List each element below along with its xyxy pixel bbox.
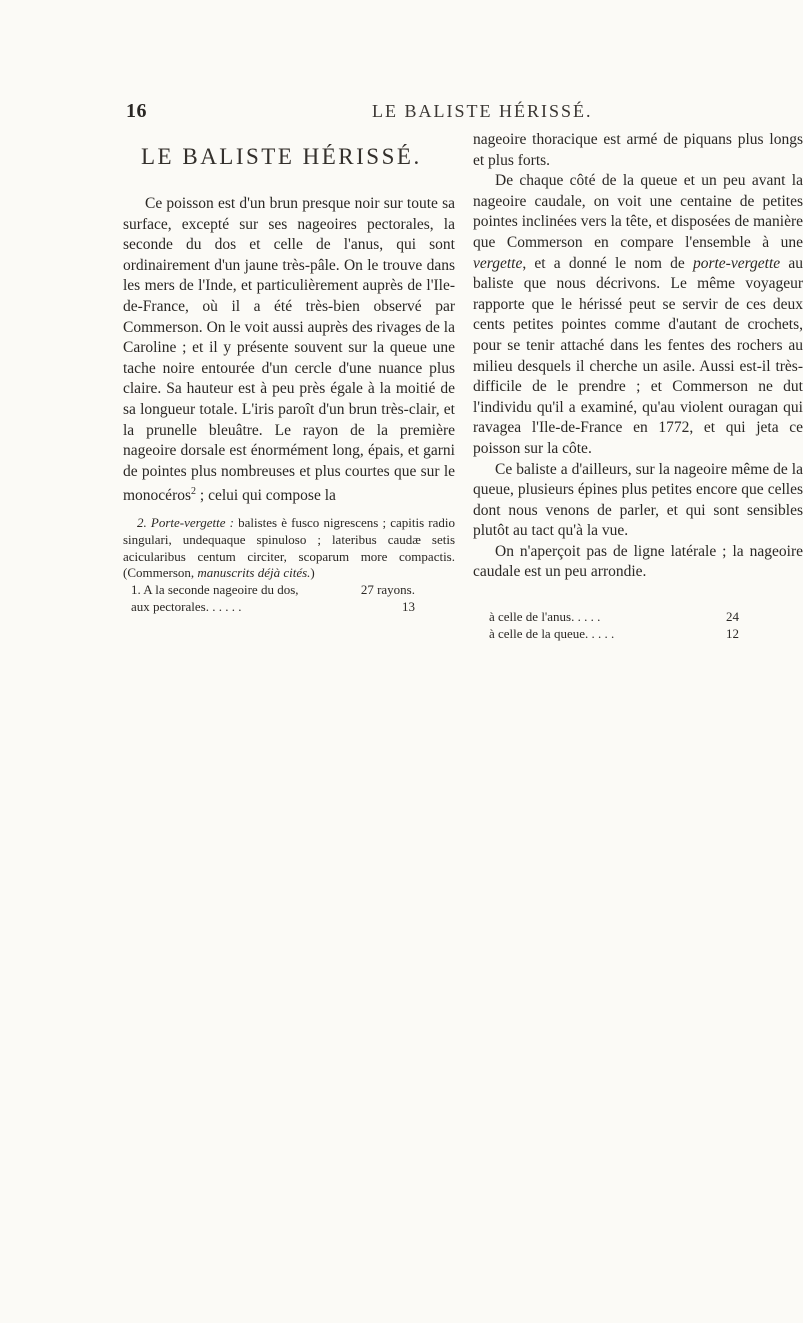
paragraph-spines	[473, 171, 803, 459]
footnote-2-text: balistes è fusco nigrescens ; capitis radio singulari, undequaque spinuloso ; lateribus caudæ setis acicularibus centum circiter, scoparum more compactis. (Commerson,	[123, 515, 455, 581]
continued-paragraph: nageoire thoracique est armé de piquans plus longs et plus forts.	[473, 131, 803, 169]
footnote-2-source: manuscrits déjà cités.	[197, 565, 311, 581]
main-paragraph-tail: ; celui qui compose la	[196, 487, 336, 505]
footnote-ref: 2	[191, 486, 197, 498]
main-paragraph	[123, 194, 455, 507]
footnotes	[123, 515, 455, 616]
fin-count-value: 12	[726, 625, 739, 641]
footnote-2	[123, 515, 455, 582]
right-column	[473, 130, 803, 643]
page-number: 16	[126, 100, 147, 122]
fin-count-value: 13	[402, 599, 415, 615]
running-head: LE BALISTE HÉRISSÉ.	[372, 101, 593, 121]
fin-count-value: 27 rayons.	[360, 582, 415, 598]
fin-count-row	[123, 599, 455, 616]
fin-counts-continued	[473, 609, 803, 643]
paragraph-lateral-line: On n'aperçoit pas de ligne latérale ; la nageoire caudale est un peu arrondie.	[473, 542, 803, 581]
section-title: LE BALISTE HÉRISSÉ.	[141, 144, 422, 169]
fin-count-label: à celle de la queue. . . . .	[489, 625, 615, 641]
fin-count-row	[473, 626, 803, 643]
fin-count-value: 24	[726, 609, 739, 625]
paragraph-tail-spines: Ce baliste a d'ailleurs, sur la nageoire même de la queue, plusieurs épines plus petites encore que celles dont nous venons de parler, et qui sont sensibles plutôt au tact qu'à la vue.	[473, 460, 803, 540]
fin-count-label: à celle de l'anus. . . . .	[489, 609, 601, 625]
term-vergette: vergette	[473, 254, 523, 272]
footnote-2-lead: 2. Porte-vergette :	[137, 515, 234, 531]
fin-count-label: 1. A la seconde nageoire du dos,	[131, 582, 299, 598]
fin-count-row	[123, 582, 455, 599]
fin-count-label: aux pectorales. . . . . .	[131, 599, 242, 615]
left-column	[123, 130, 455, 616]
paragraph-spines-c: au baliste que nous décrivons. Le même voyageur rapporte que le hérissé peut se servir de ces deux cents petites pointes comme d'autant de crochets, pour se tenir attaché dans les fentes des rochers au milieu desquels il cherche un asile. Aussi est-il très-difficile de le prendre ; et Commerson ne dut l'individu qu'il a examiné, qu'au violent ouragan qui ravagea l'Ile-de-France en 1772, et qui jeta ce poisson sur la côte.	[473, 254, 803, 457]
footnote-2-close: )	[310, 565, 315, 581]
fin-count-row	[473, 609, 803, 626]
main-paragraph-text: Ce poisson est d'un brun presque noir sur toute sa surface, excepté sur ses nageoires pectorales, la seconde du dos et celle de l'anus, qui sont ordinairement d'un jaune très-pâle. On le trouve dans les mers de l'Inde, et particulièrement auprès de l'Ile-de-France, où il a été très-bien observé par Commerson. On le voit aussi auprès des rivages de la Caroline ; et il y présente souvent sur la queue une tache noire entourée d'un cercle d'une nuance plus claire. Sa hauteur est à peu près égale à la moitié de sa longueur totale. L'iris paroît d'un brun très-clair, et la prunelle bleuâtre. Le rayon de la première nageoire dorsale est énormément long, épais, et garni de pointes plus nombreuses et plus courtes que sur le monocéros	[123, 195, 455, 505]
paragraph-spines-a: De chaque côté de la queue et un peu avant la nageoire caudale, on voit une centaine de petites pointes inclinées vers la tête, et disposées de manière que Commerson en compare l'ensemble à une	[473, 172, 803, 251]
term-porte-vergette: porte-vergette	[692, 254, 781, 272]
paragraph-spines-b: , et a donné le nom de	[522, 254, 693, 272]
